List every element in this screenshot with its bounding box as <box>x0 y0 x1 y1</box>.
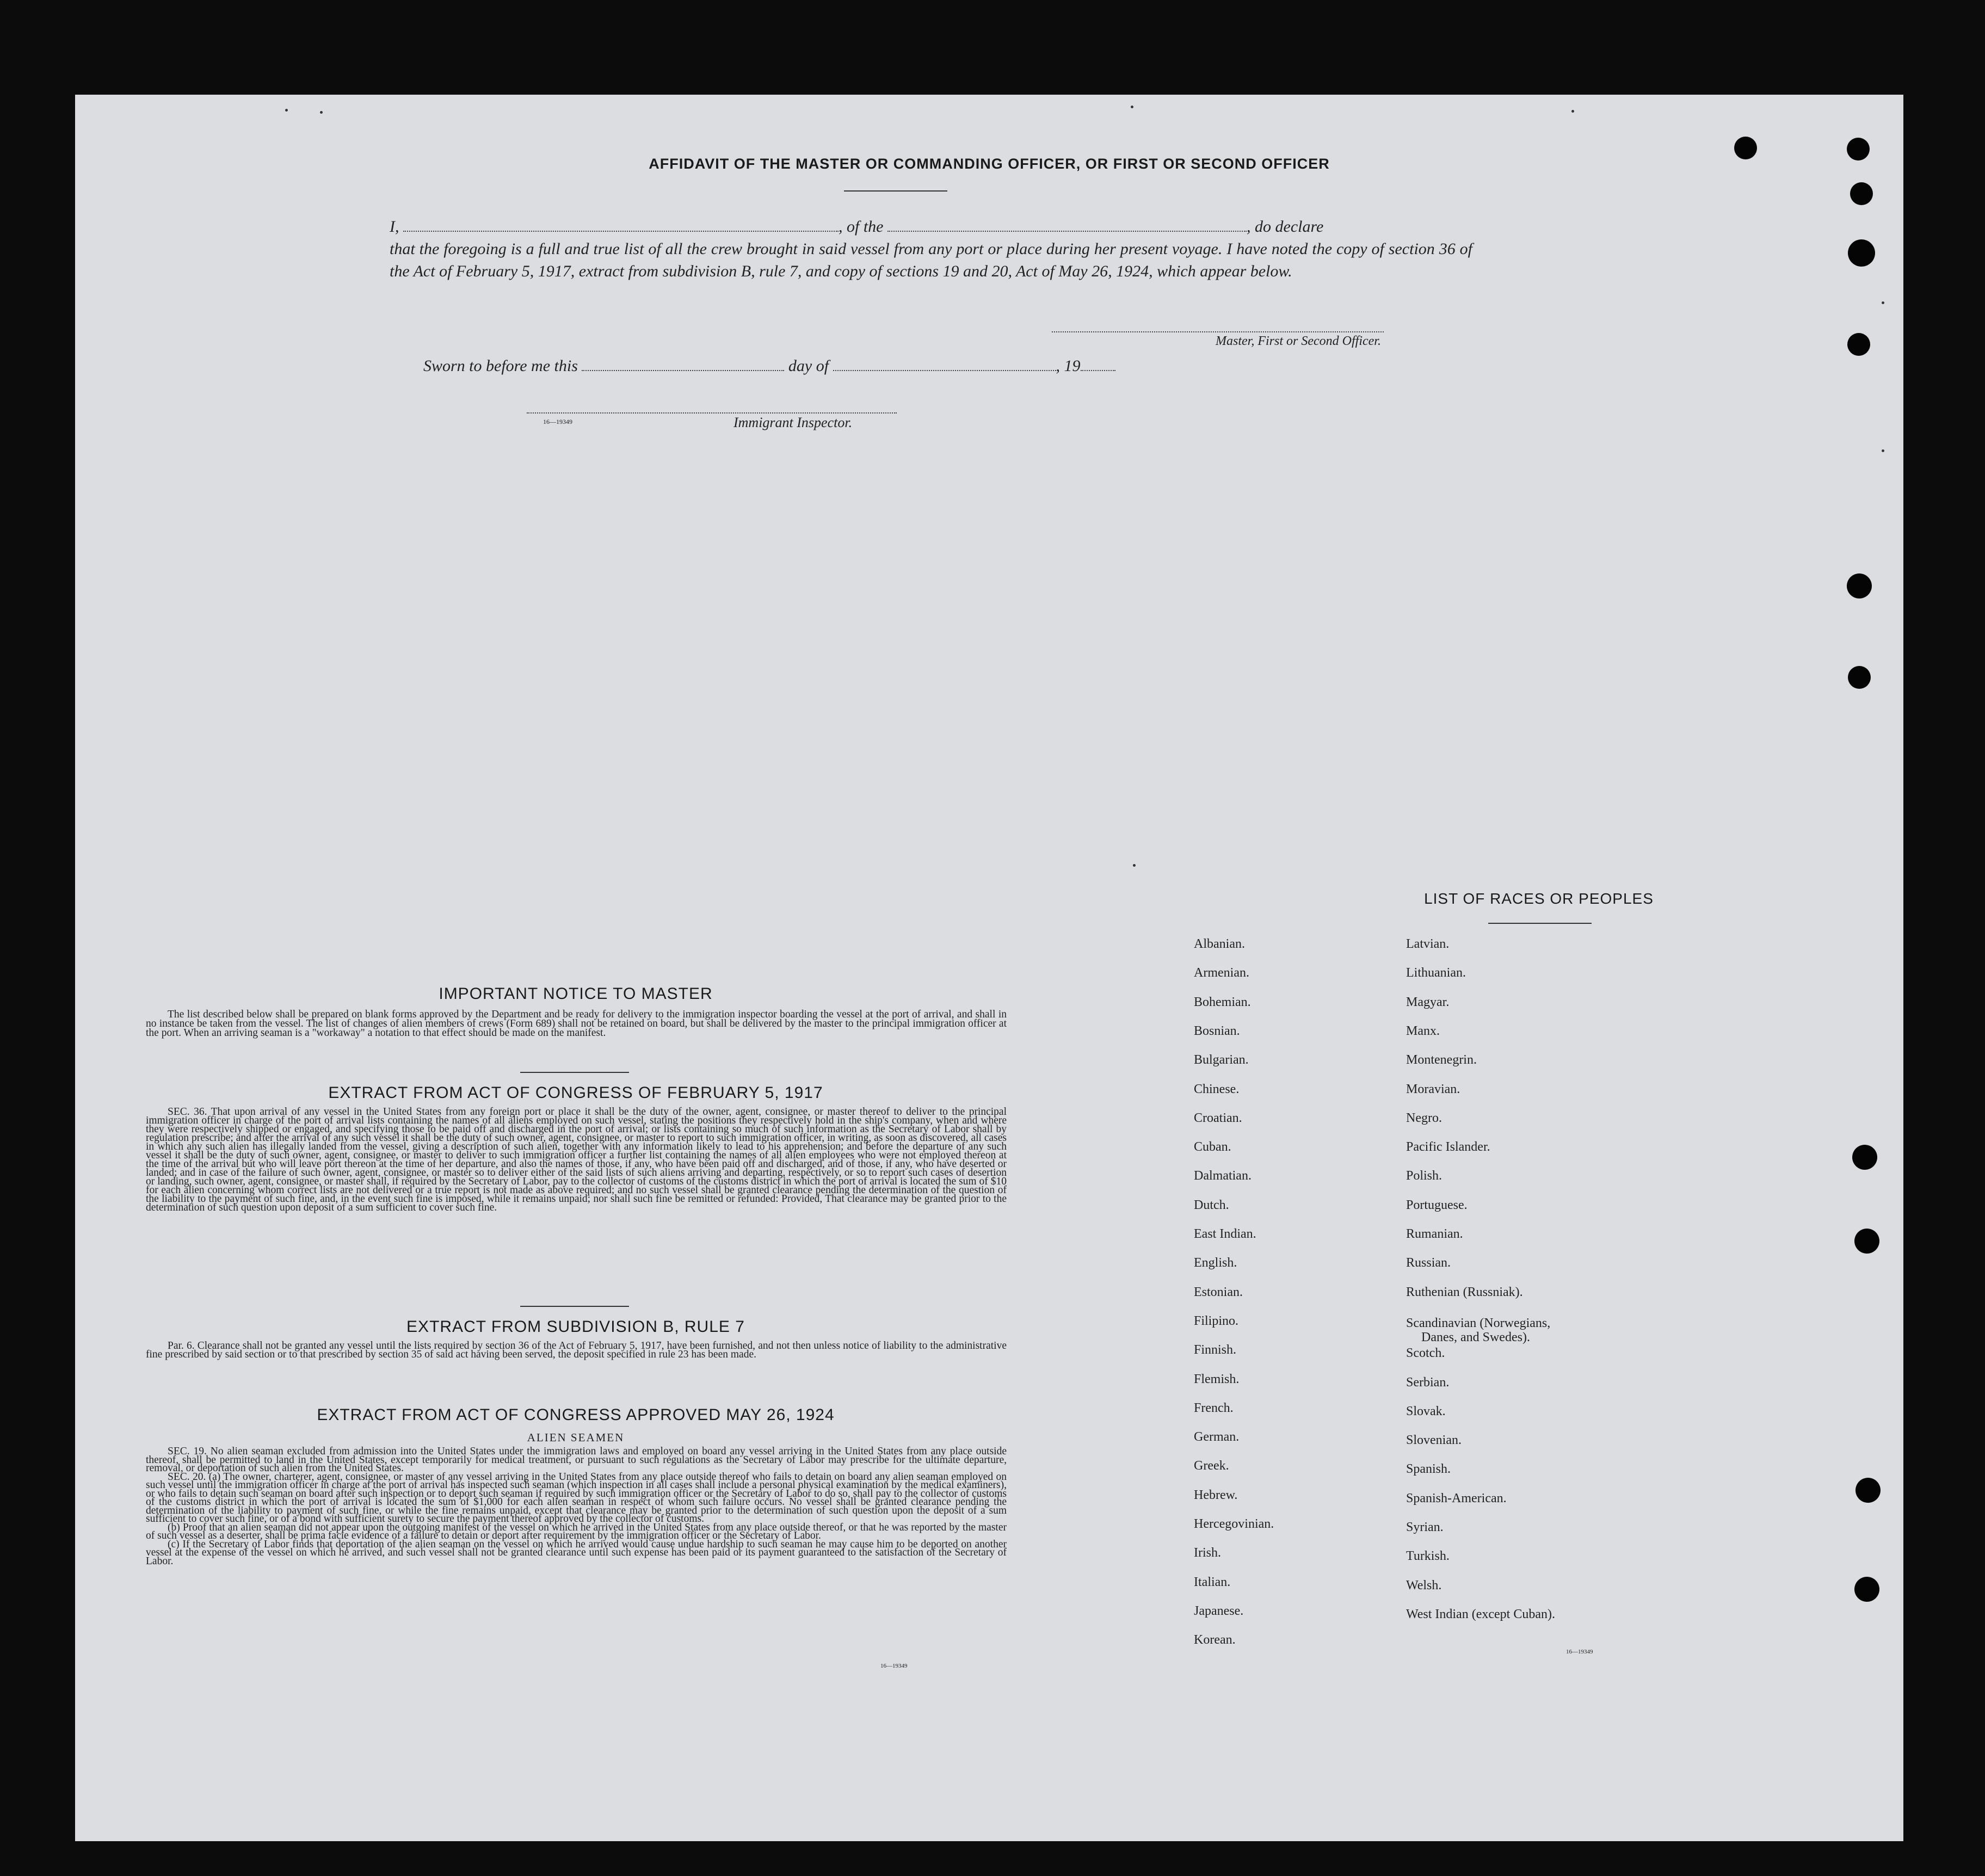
races-heading: LIST OF RACES OR PEOPLES <box>1424 890 1654 907</box>
race-item: Russian. <box>1406 1256 1451 1270</box>
race-item: Bosnian. <box>1194 1023 1240 1038</box>
extract-rule7-heading: EXTRACT FROM SUBDIVISION B, RULE 7 <box>406 1318 745 1336</box>
section-divider <box>520 1072 629 1073</box>
race-item: Manx. <box>1406 1023 1440 1038</box>
race-item: Rumanian. <box>1406 1227 1463 1241</box>
race-item: East Indian. <box>1194 1227 1256 1241</box>
notice-text: The list described below shall be prepared on blank forms approved by the Department and be ready for delivery to the immigration inspector boarding the vessel at the port of arrival, and shall in no instance be taken from the vessel. The list of changes of alien members of crews (Form 689) shall not be retained on board, but shall be delivered by the master to the principal immigration officer at the port. When an arriving seaman is a "workaway" a notation to that effect should be made on the manifest. <box>146 1009 1007 1039</box>
race-item: Scandinavian (Norwegians, <box>1406 1316 1551 1330</box>
race-item: Albanian. <box>1194 937 1245 951</box>
race-item: Slovenian. <box>1406 1433 1462 1448</box>
affidavit-title: AFFIDAVIT OF THE MASTER OR COMMANDING OFFICER, OR FIRST OR SECOND OFFICER <box>649 156 1330 172</box>
sworn-day-blank[interactable] <box>582 370 784 371</box>
notice-heading: IMPORTANT NOTICE TO MASTER <box>439 985 713 1003</box>
name-blank[interactable] <box>403 231 839 232</box>
race-item: Scotch. <box>1406 1346 1445 1361</box>
affidavit-body: that the foregoing is a full and true list of all the crew brought in said vessel from any port or place during her present voyage. I have noted the copy of section 36 of the Act of February 5, 1917, extract from subdivision B, rule 7, and copy of sections 19 and 20, Act of May 26, 1924, which appear below. <box>390 240 1472 280</box>
sec-20c-text: (c) If the Secretary of Labor finds that deportation of the alien seaman on the vessel on which he arrived would cause undue hardship to such seaman he may cause him to be deported on another vessel at the expense of the vessel on which he arrived, and such vessel shall not be granted clearance until such expense has been paid or its payment guaranteed to the satisfaction of the Secretary of Labor. <box>146 1538 1007 1567</box>
speck <box>1882 301 1884 304</box>
vessel-blank[interactable] <box>887 231 1247 232</box>
extract-1917-heading: EXTRACT FROM ACT OF CONGRESS OF FEBRUARY 5, 1917 <box>328 1084 823 1102</box>
affidavit-line-1 <box>390 215 1472 238</box>
sworn-line <box>423 357 1115 375</box>
race-item: Turkish. <box>1406 1549 1450 1564</box>
race-item: Danes, and Swedes). <box>1421 1330 1530 1344</box>
race-item: Korean. <box>1194 1633 1236 1647</box>
race-item: Polish. <box>1406 1169 1442 1183</box>
race-item: Japanese. <box>1194 1603 1244 1618</box>
form-number: 16—19349 <box>880 1663 908 1669</box>
form-number: 16—19349 <box>543 418 572 425</box>
race-item: Dutch. <box>1194 1198 1229 1212</box>
sworn-day-of: day of <box>788 357 829 375</box>
binder-hole <box>1854 1577 1879 1602</box>
affidavit-of-the: , of the <box>839 218 884 236</box>
races-divider <box>1488 923 1592 924</box>
sworn-year-blank[interactable] <box>1081 370 1115 371</box>
race-item: Bulgarian. <box>1194 1053 1249 1067</box>
race-item: Estonian. <box>1194 1285 1243 1299</box>
race-item: Spanish-American. <box>1406 1491 1507 1505</box>
sec-20a-text: SEC. 20. (a) The owner, charterer, agent, consignee, or master of any vessel arriving in the United States from any place outside thereof who fails to detain on board any alien seaman employed on such vessel until the immigration officer in charge at the port of arrival has inspected such seaman (which inspection in all cases shall include a personal physical examination by the medical examiners), or who fails to detain such seaman on board after such inspection or to deport such seaman if required by such immigration officer or the Secretary of Labor to do so, shall pay to the collector of customs of the customs district in which the port of arrival is located the sum of $1,000 for each alien seaman in respect of whom such failure occurs. No vessel shall be granted clearance pending the determination of the liability to payment of such fine, or while the fine remains unpaid, except that clearance may be granted prior to the determination of such question upon the deposit of a sum sufficient to cover such fine, or of a bond with sufficient surety to secure the payment thereof approved by the collector of customs. <box>146 1471 1007 1525</box>
race-item: French. <box>1194 1400 1234 1415</box>
sworn-month-blank[interactable] <box>833 370 1056 371</box>
race-item: Cuban. <box>1194 1140 1231 1155</box>
section-divider <box>520 1306 629 1307</box>
race-item: Irish. <box>1194 1546 1221 1560</box>
document-sheet <box>75 95 1903 1841</box>
extract-1917-text: SEC. 36. That upon arrival of any vessel in the United States from any foreign port or place it shall be the duty of the owner, agent, consignee, or master thereof to deliver to the principal immigration officer in charge of the port of arrival lists containing the names of all aliens employed on such vessel, stating the positions they respectively hold in the ship's company, when and where they were respectively shipped or engaged, and specifying those to be paid off and discharged in the port of arrival; or lists containing so much of such information as the Secretary of Labor shall by regulation prescribe; and after the arrival of any such vessel it shall be the duty of such owner, agent, consignee, or master to report to such immigration officer, in writing, as soon as discovered, all cases in which any such alien has illegally landed from the vessel, giving a description of such alien, together with any information likely to lead to his apprehension; and before the departure of any such vessel it shall be the duty of such owner, agent, consignee, or master to deliver to such immigration officer a further list containing the names of all alien employees who were not employed thereon at the time of the arrival but who will leave port thereon at the time of her departure, and also the names of those, if any, who have been paid off and discharged, and of those, if any, who have deserted or landed; and in case of the failure of such owner, agent, consignee, or master so to deliver either of the said lists of such aliens arriving and departing, respectively, or so to report such cases of desertion or landing, such owner, agent, consignee, or master shall, if required by the Secretary of Labor, pay to the collector of customs of the customs district in which the port of arrival is located the sum of $10 for each alien concerning whom correct lists are not delivered or a true report is not made as above required; and no such vessel shall be granted clearance pending the determination of the question of the liability to the payment of such fine, and, in the event such fine is imposed, while it remains unpaid; nor shall such fine be remitted or refunded: Provided, That clearance may be granted prior to the determination of such question upon deposit of a sum sufficient to cover such fine. <box>146 1106 1007 1213</box>
extract-rule7-text: Par. 6. Clearance shall not be granted any vessel until the lists required by section 36 of the Act of February 5, 1917, have been furnished, and not then unless notice of liability to the administrative fine prescribed by said section or to that prescribed by section 35 of said act having been served, the deposit specified in rule 23 has been made. <box>146 1340 1007 1360</box>
inspector-caption: Immigrant Inspector. <box>733 415 853 430</box>
sec-20b-text: (b) Proof that an alien seaman did not appear upon the outgoing manifest of the vessel on which he arrived in the United States from any place outside thereof, or that he was reported by the master of such vessel as a deserter, shall be prima facie evidence of a failure to detain or deport after requirement by the immigration officer or the Secretary of Labor. <box>146 1521 1007 1541</box>
binder-hole <box>1848 666 1871 689</box>
race-item: Italian. <box>1194 1575 1231 1589</box>
alien-seamen-subheading: ALIEN SEAMEN <box>527 1431 625 1444</box>
binder-hole <box>1848 239 1875 267</box>
race-item: Syrian. <box>1406 1520 1444 1534</box>
race-item: Slovak. <box>1406 1404 1446 1418</box>
sec-19-text: SEC. 19. No alien seaman excluded from admission into the United States under the immigration laws and employed on board any vessel arriving in the United States from any place outside thereof, shall be permitted to land in the United States, except temporarily for medical treatment, or pursuant to such regulations as the Secretary of Labor may prescribe for the ultimate departure, removal, or deportation of such alien from the United States. <box>146 1446 1007 1474</box>
race-item: Welsh. <box>1406 1578 1442 1593</box>
race-item: Finnish. <box>1194 1343 1237 1357</box>
inspector-signature-line[interactable] <box>527 412 897 414</box>
race-item: Croatian. <box>1194 1110 1242 1125</box>
affidavit-do-declare: , do declare <box>1247 218 1324 236</box>
race-item: Latvian. <box>1406 937 1450 951</box>
binder-hole <box>1734 137 1757 159</box>
binder-hole <box>1855 1478 1881 1503</box>
race-item: Bohemian. <box>1194 995 1251 1009</box>
race-item: Flemish. <box>1194 1372 1240 1386</box>
sworn-prefix: Sworn to before me this <box>423 357 578 375</box>
race-item: Hebrew. <box>1194 1488 1238 1502</box>
extract-1924-heading: EXTRACT FROM ACT OF CONGRESS APPROVED MAY 26, 1924 <box>317 1406 835 1424</box>
binder-hole <box>1847 138 1870 161</box>
race-item: Moravian. <box>1406 1082 1460 1096</box>
race-item: Chinese. <box>1194 1082 1240 1096</box>
signature-line[interactable] <box>1052 331 1384 332</box>
signature-caption: Master, First or Second Officer. <box>1216 334 1381 348</box>
race-item: Negro. <box>1406 1110 1442 1125</box>
race-item: Ruthenian (Russniak). <box>1406 1285 1523 1299</box>
extract-1924-text <box>146 1447 1007 1565</box>
speck <box>1571 110 1574 113</box>
race-item: Hercegovinian. <box>1194 1517 1274 1531</box>
race-item: Magyar. <box>1406 995 1450 1009</box>
race-item: West Indian (except Cuban). <box>1406 1607 1555 1621</box>
race-item: German. <box>1194 1430 1240 1445</box>
binder-hole <box>1847 333 1870 356</box>
title-divider <box>844 190 947 192</box>
race-item: Lithuanian. <box>1406 966 1466 980</box>
form-number: 16—19349 <box>1566 1649 1593 1655</box>
sworn-year-prefix: , 19 <box>1056 357 1081 375</box>
binder-hole <box>1852 1145 1877 1170</box>
affidavit-i: I, <box>390 218 399 236</box>
affidavit-declaration <box>390 215 1472 282</box>
race-item: Portuguese. <box>1406 1198 1468 1212</box>
race-item: Montenegrin. <box>1406 1053 1477 1067</box>
speck <box>285 109 288 112</box>
race-item: Greek. <box>1194 1459 1229 1473</box>
binder-hole <box>1850 182 1873 205</box>
race-item: Pacific Islander. <box>1406 1140 1490 1155</box>
speck <box>1133 864 1136 867</box>
race-item: Filipino. <box>1194 1313 1239 1328</box>
binder-hole <box>1854 1229 1879 1254</box>
speck <box>1882 449 1884 452</box>
race-item: Armenian. <box>1194 966 1249 980</box>
race-item: Spanish. <box>1406 1462 1451 1477</box>
race-item: English. <box>1194 1256 1237 1270</box>
binder-hole <box>1847 573 1872 598</box>
race-item: Dalmatian. <box>1194 1169 1252 1183</box>
race-item: Serbian. <box>1406 1375 1450 1390</box>
speck <box>1131 106 1133 108</box>
speck <box>320 111 323 114</box>
